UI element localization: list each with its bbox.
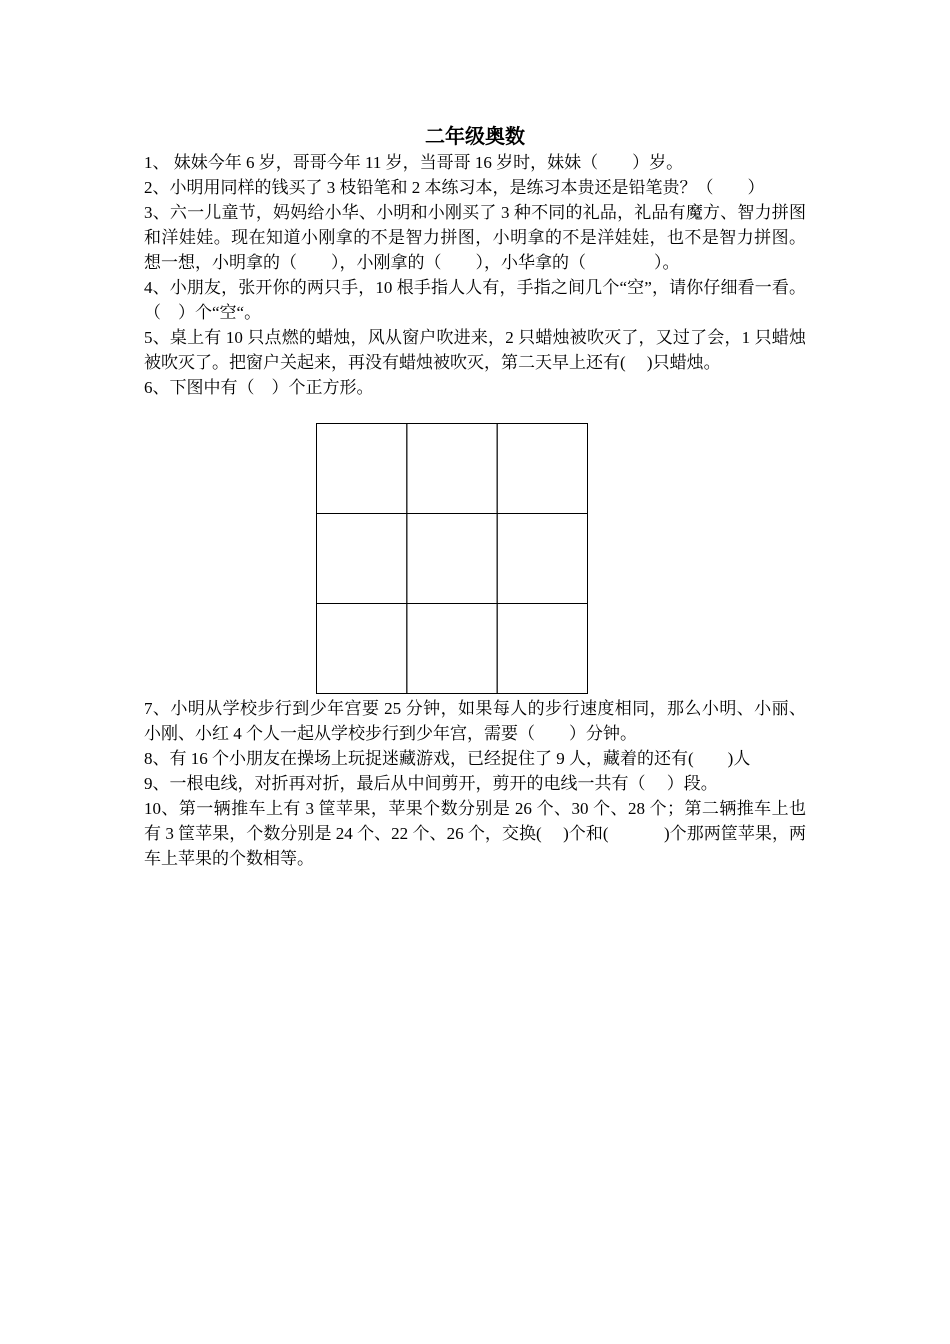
page-title: 二年级奥数: [425, 126, 525, 148]
grid-cell: [497, 424, 587, 514]
grid-cell: [407, 514, 497, 604]
grid-cell: [497, 514, 587, 604]
grid-cell: [317, 604, 407, 694]
question-8: 8、有 16 个小朋友在操场上玩捉迷藏游戏，已经捉住了 9 人，藏着的还有( )人: [144, 749, 751, 768]
question-4: 4、小朋友，张开你的两只手，10 根手指人人有，手指之间几个“空”，请你仔细看一看。（ ）个“空“。: [144, 278, 806, 322]
question-6: 6、下图中有（ ）个正方形。: [144, 378, 374, 397]
question-10: 10、第一辆推车上有 3 筐苹果，苹果个数分别是 26 个、30 个、28 个；第二辆推车上也有 3 筐苹果，个数分别是 24 个、22 个、26 个，交换( )个和( )个那两筐苹果，两车上苹果的个数相等。: [144, 799, 806, 868]
square-grid-figure: [316, 423, 588, 694]
question-3: 3、六一儿童节，妈妈给小华、小明和小刚买了 3 种不同的礼品，礼品有魔方、智力拼图和洋娃娃。现在知道小刚拿的不是智力拼图，小明拿的不是洋娃娃，也不是智力拼图。想一想，小明拿的（ ），小刚拿的（ ），小华拿的（ ）。: [144, 203, 806, 272]
grid-cell: [407, 424, 497, 514]
question-5: 5、桌上有 10 只点燃的蜡烛，风从窗户吹进来，2 只蜡烛被吹灭了，又过了会，1 只蜡烛被吹灭了。把窗户关起来，再没有蜡烛被吹灭，第二天早上还有( )只蜡烛。: [144, 328, 806, 372]
grid-cell: [497, 604, 587, 694]
grid-cell: [317, 514, 407, 604]
question-9: 9、一根电线，对折再对折，最后从中间剪开，剪开的电线一共有（ ）段。: [144, 774, 718, 793]
grid-svg: [316, 423, 588, 694]
grid-cell: [317, 424, 407, 514]
question-7: 7、小明从学校步行到少年宫要 25 分钟，如果每人的步行速度相同，那么小明、小丽、小刚、小红 4 个人一起从学校步行到少年宫，需要（ ）分钟。: [144, 699, 806, 743]
question-2: 2、小明用同样的钱买了 3 枝铅笔和 2 本练习本，是练习本贵还是铅笔贵？（ ）: [144, 178, 765, 197]
grid-cell: [407, 604, 497, 694]
question-1: 1、 妹妹今年 6 岁，哥哥今年 11 岁，当哥哥 16 岁时，妹妹（ ）岁。: [144, 153, 684, 172]
